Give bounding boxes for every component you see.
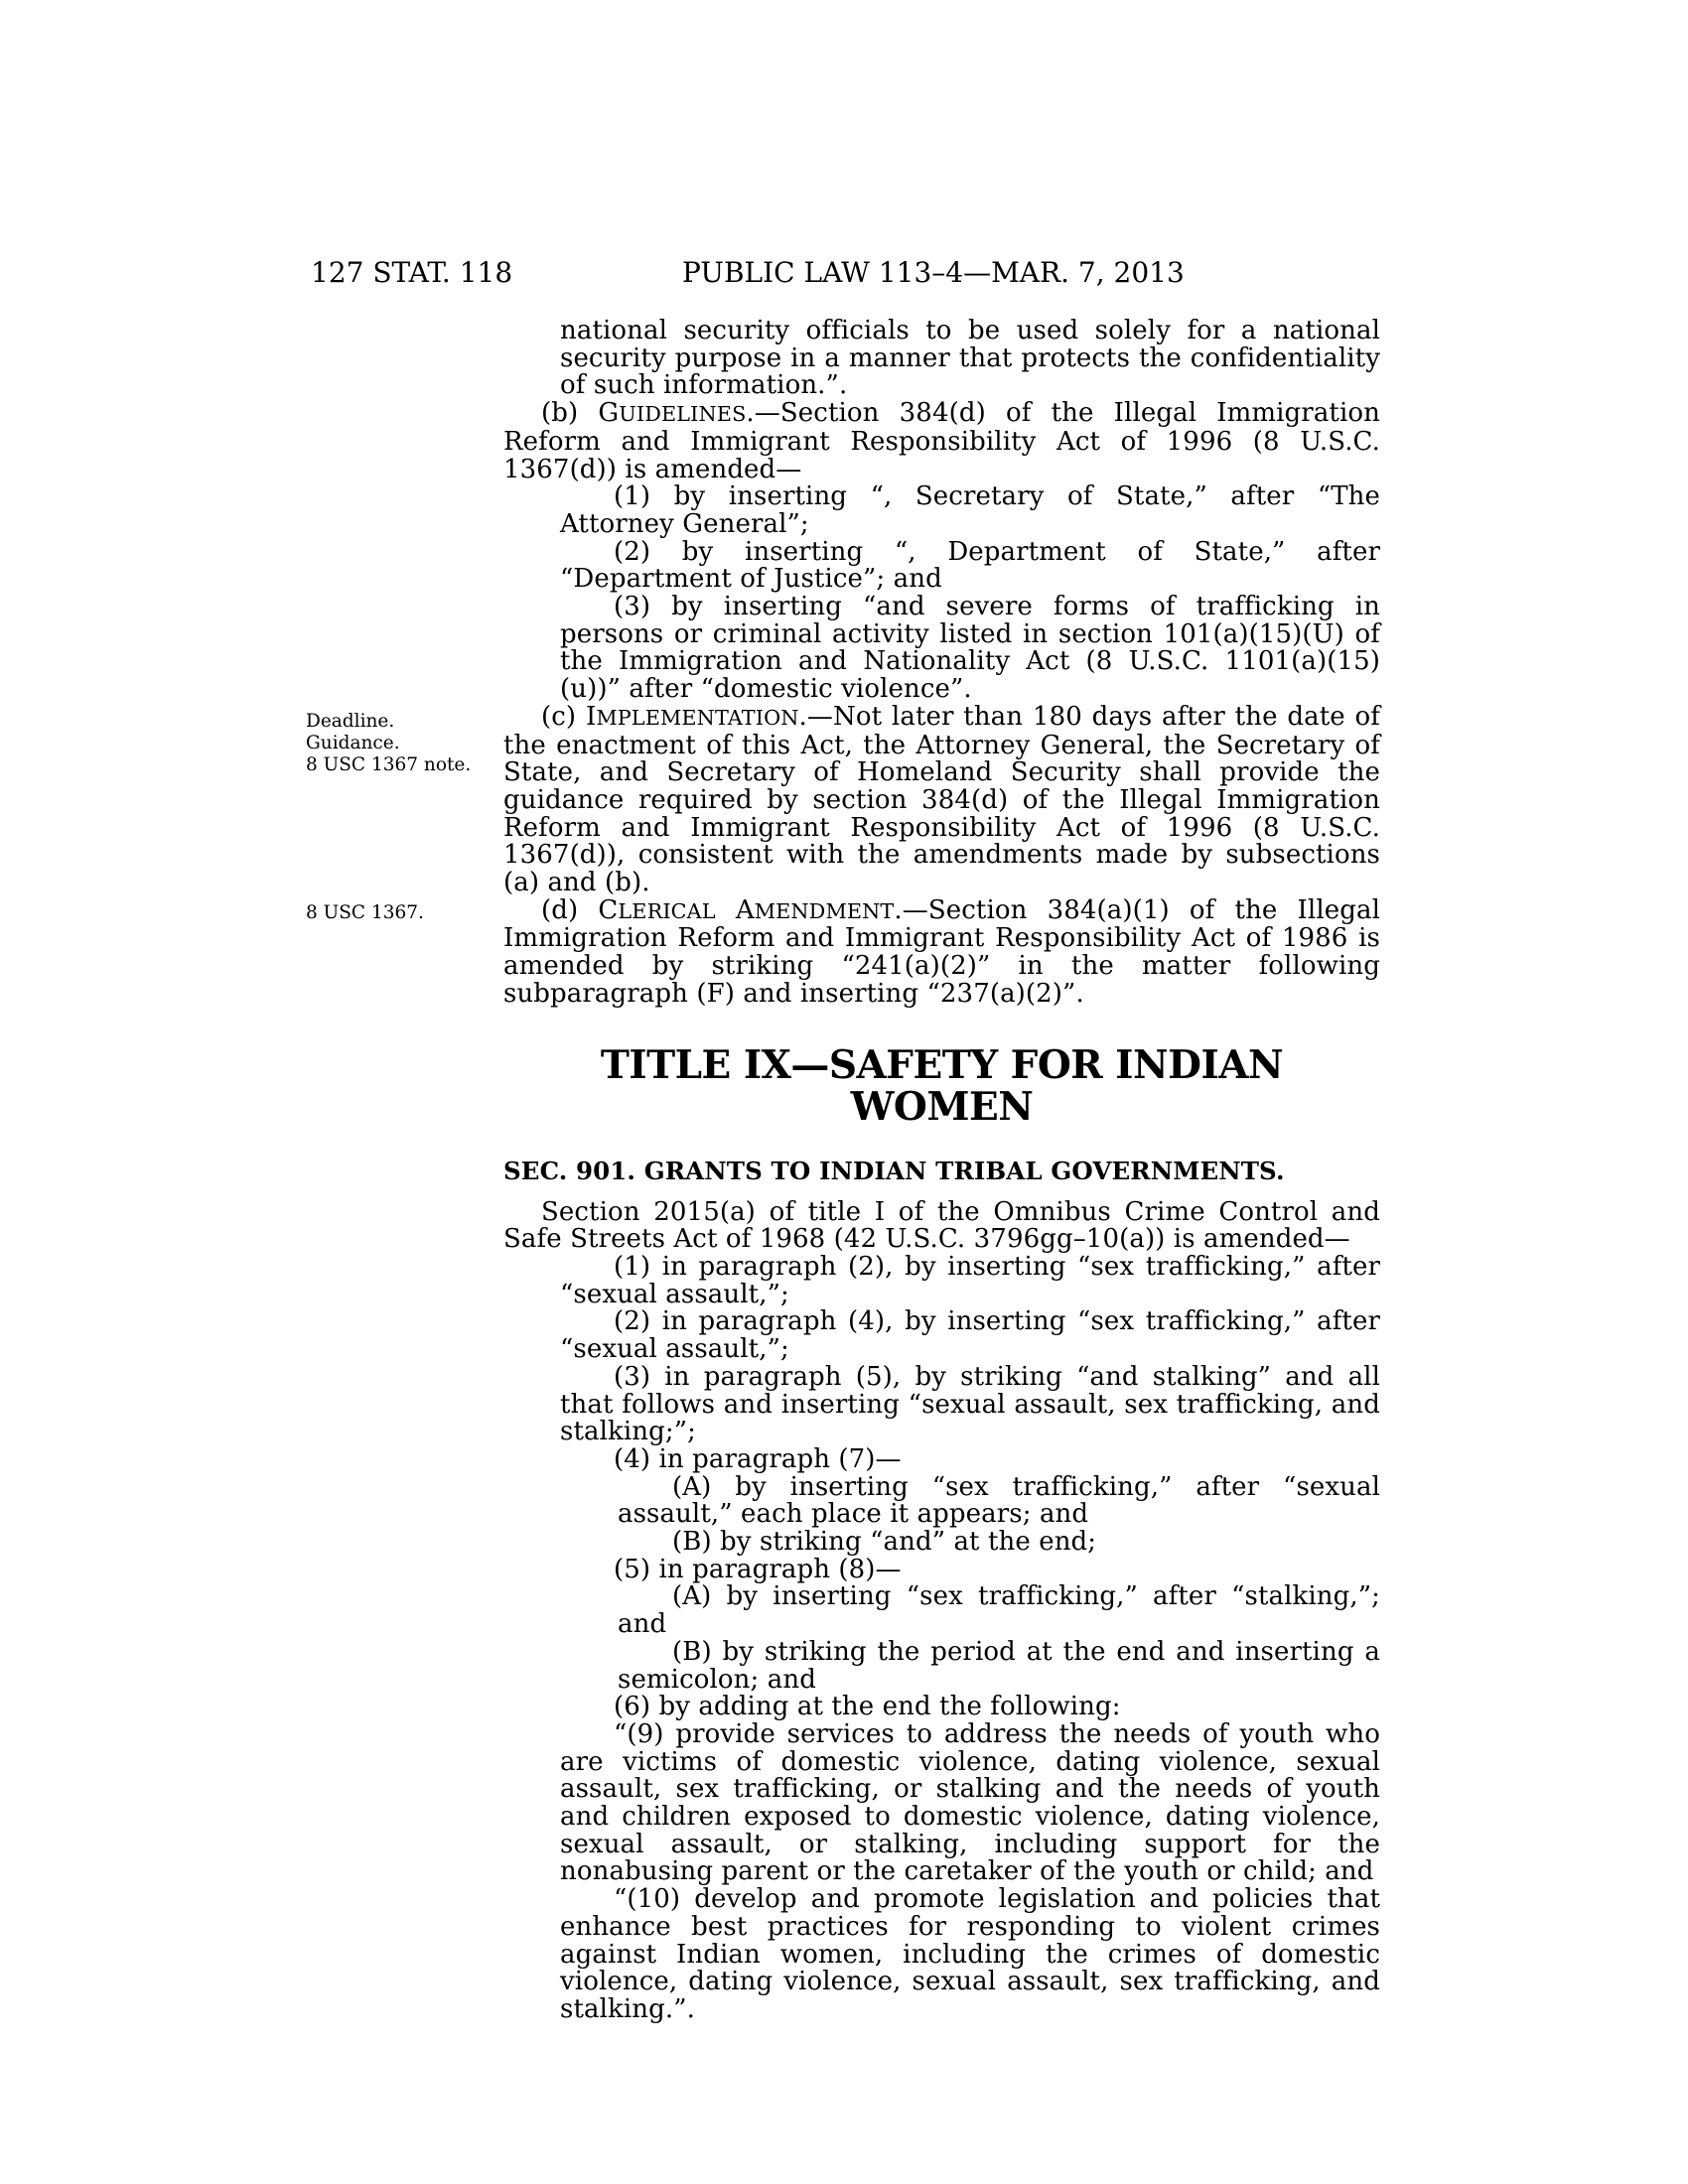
item-901-3: (3) in paragraph (5), by striking “and stalking” and all that follows and inserting “sexual assault, sex trafficking, and stalking;”;	[560, 1361, 1380, 1447]
paragraph-c-implementation: (c) IMPLEMENTATION.—Not later than 180 days after the date of the enactment of this Act, the Attorney General, the Secretary of State, and Secretary of Homeland Security shall provide the guidance required by section 384(d) of the Illegal Immigration Reform and Immigrant Responsibility Act of 1996 (8 U.S.C. 1367(d)), consistent with the amendments made by subsections (a) and (b).	[503, 701, 1380, 898]
item-901-5-A: (A) by inserting “sex trafficking,” after “stalking,”; and	[618, 1581, 1380, 1640]
item-b-2: (2) by inserting “, Department of State,” after “Department of Justice”; and	[560, 536, 1380, 595]
sec-901-heading: SEC. 901. GRANTS TO INDIAN TRIBAL GOVERNMENTS.	[503, 1156, 1285, 1185]
quoted-paragraph-10: “(10) develop and promote legislation and policies that enhance best practices for responding to violent crimes against Indian women, including the crimes of domestic violence, dating violence, sexual assault, sex trafficking, and stalking.”.	[560, 1884, 1380, 2024]
paragraph-d-clerical-amendment: (d) CLERICAL AMENDMENT.—Section 384(a)(1) of the Illegal Immigration Reform and Immigrant Responsibility Act of 1986 is amended by striking “241(a)(2)” in the matter following subparagraph (F) and inserting “237(a)(2)”.	[503, 894, 1380, 1009]
item-901-5: (5) in paragraph (8)—	[614, 1554, 902, 1584]
law-text-column	[503, 318, 1380, 2024]
public-law-header: PUBLIC LAW 113–4—MAR. 7, 2013	[682, 256, 1185, 289]
quoted-paragraph-9: “(9) provide services to address the needs of youth who are victims of domestic violence, dating violence, sexual assault, sex trafficking, or stalking and the needs of youth and children exposed to domestic violence, dating violence, sexual assault, or stalking, including support for the nonabusing parent or the caretaker of the youth or child; and	[560, 1718, 1380, 1887]
margin-note-line: Deadline.	[306, 711, 395, 732]
item-b-1: (1) by inserting “, Secretary of State,” after “The Attorney General”;	[560, 481, 1380, 539]
margin-note-usc-1367	[306, 902, 490, 924]
paragraph-a-quoted-continuation: national security officials to be used solely for a national security purpose in a manner that protects the confidentiality of such information.”.	[560, 316, 1380, 401]
sec-901-body	[503, 1196, 1380, 2024]
item-901-4-A: (A) by inserting “sex trafficking,” after “sexual assault,” each place it appears; and	[618, 1471, 1380, 1530]
margin-note-deadline-guidance	[306, 711, 490, 775]
paragraph-sec901-intro: Section 2015(a) of title I of the Omnibus Crime Control and Safe Streets Act of 1968 (42 U.S.C. 3796gg–10(a)) is amended—	[503, 1196, 1380, 1255]
margin-note-line: Guidance.	[306, 732, 400, 753]
margin-note-line: 8 USC 1367 note.	[306, 753, 472, 775]
item-b-3: (3) by inserting “and severe forms of trafficking in persons or criminal activity listed in section 101(a)(15)(U) of the Immigration and Nationality Act (8 U.S.C. 1101(a)(15)(u))” after “domestic violence”.	[560, 592, 1380, 705]
item-901-5-B: (B) by striking the period at the end and inserting a semicolon; and	[618, 1636, 1380, 1695]
title-ix-heading: TITLE IX—SAFETY FOR INDIAN WOMEN	[600, 1041, 1284, 1130]
stat-page-number: 127 STAT. 118	[311, 256, 513, 289]
item-901-1: (1) in paragraph (2), by inserting “sex trafficking,” after “sexual assault,”;	[560, 1251, 1380, 1309]
item-901-2: (2) in paragraph (4), by inserting “sex trafficking,” after “sexual assault,”;	[560, 1306, 1380, 1365]
margin-note-line: 8 USC 1367.	[306, 902, 424, 923]
paragraph-b-guidelines: (b) GUIDELINES.—Section 384(d) of the Illegal Immigration Reform and Immigrant Responsibility Act of 1996 (8 U.S.C. 1367(d)) is amended—	[503, 398, 1380, 484]
item-901-4-B: (B) by striking “and” at the end;	[672, 1527, 1097, 1558]
item-901-6: (6) by adding at the end the following:	[614, 1692, 1121, 1722]
item-901-4: (4) in paragraph (7)—	[614, 1443, 902, 1474]
